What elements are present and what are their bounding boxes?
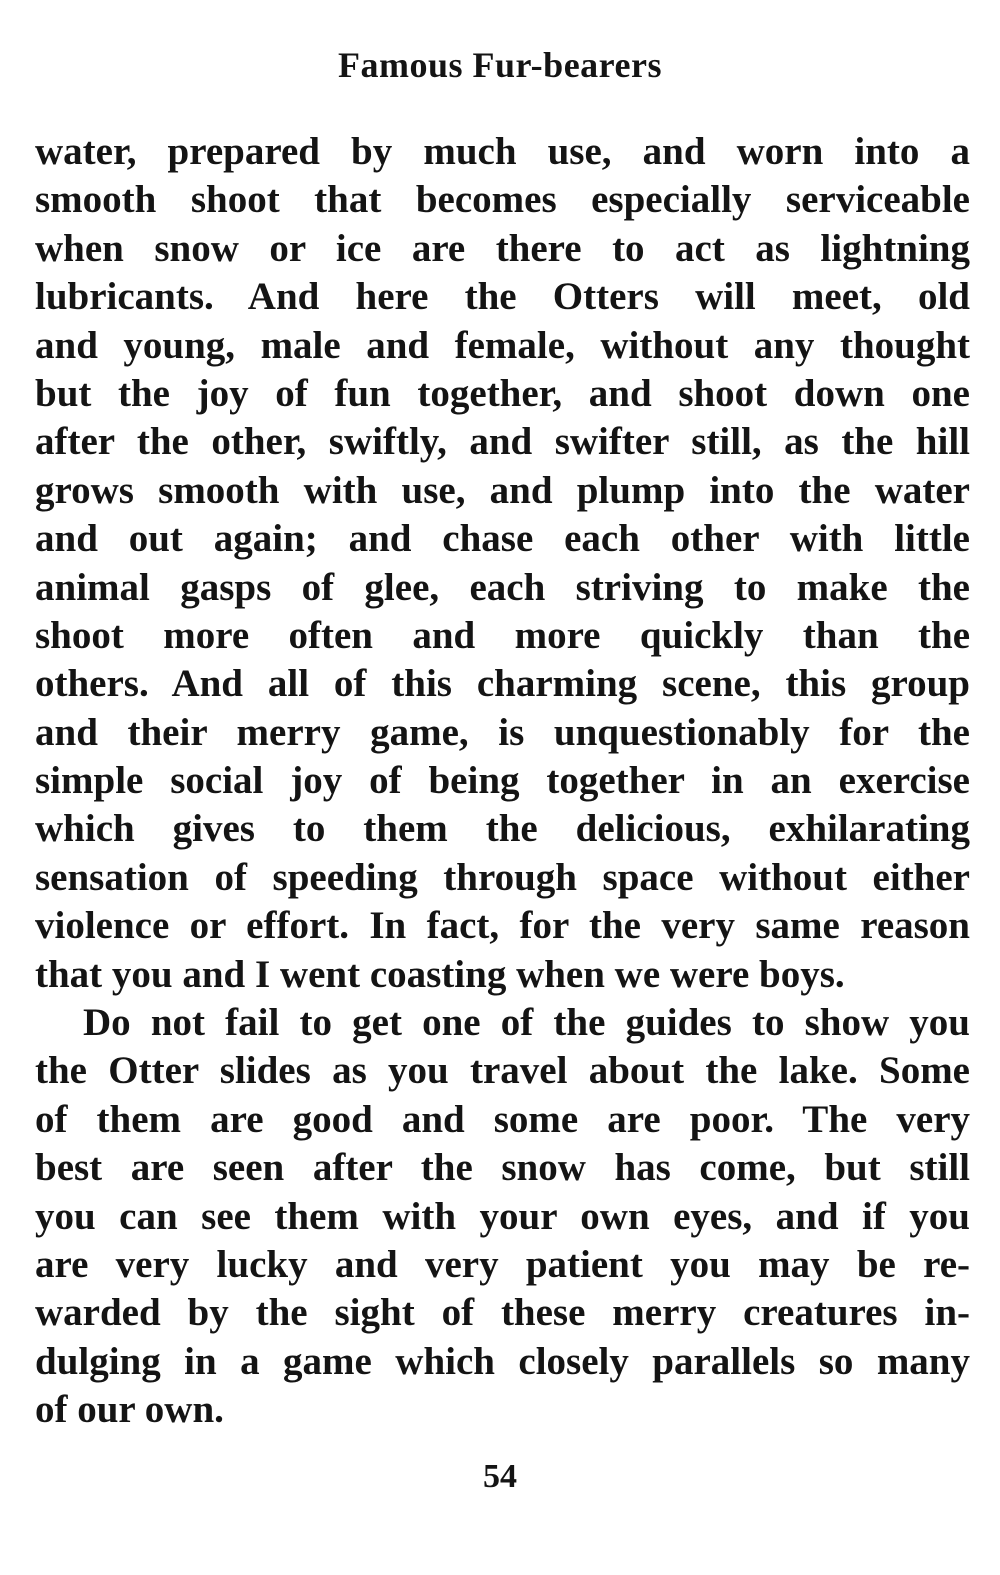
text-line: after the other, swiftly, and swifter still, as the hill: [35, 420, 970, 464]
text-line: lubricants. And here the Otters will meet, old: [35, 275, 970, 319]
text-line: and young, male and female, without any thought: [35, 323, 970, 367]
text-line: of our own.: [35, 1388, 224, 1432]
text-line: violence or effort. In fact, for the very same reason: [35, 904, 970, 948]
text-line: you can see them with your own eyes, and if you: [35, 1194, 970, 1238]
text-line: smooth shoot that becomes especially serviceable: [35, 178, 970, 222]
text-line: grows smooth with use, and plump into the water: [35, 468, 970, 512]
text-line: dulging in a game which closely parallels so many: [35, 1339, 970, 1383]
text-line: shoot more often and more quickly than the: [35, 613, 970, 657]
text-line: but the joy of fun together, and shoot down one: [35, 371, 970, 415]
text-line: warded by the sight of these merry creatures in-: [35, 1291, 970, 1335]
page-number: 54: [483, 1458, 517, 1495]
text-line: and their merry game, is unquestionably for the: [35, 710, 970, 754]
text-line: which gives to them the delicious, exhilarating: [35, 807, 970, 851]
body-text: [35, 128, 970, 1435]
text-line: Do not fail to get one of the guides to show you: [83, 1001, 970, 1045]
text-line: sensation of speeding through space without either: [35, 855, 970, 899]
text-line: of them are good and some are poor. The very: [35, 1097, 970, 1141]
text-line: that you and I went coasting when we were boys.: [35, 952, 845, 996]
text-line: are very lucky and very patient you may be re-: [35, 1242, 970, 1286]
text-line: others. And all of this charming scene, this group: [35, 662, 970, 706]
text-line: simple social joy of being together in an exercise: [35, 759, 970, 803]
text-line: when snow or ice are there to act as lightning: [35, 226, 970, 270]
text-line: and out again; and chase each other with little: [35, 517, 970, 561]
text-line: the Otter slides as you travel about the lake. Some: [35, 1049, 970, 1093]
running-head: Famous Fur-bearers: [338, 45, 662, 85]
text-line: best are seen after the snow has come, but still: [35, 1146, 970, 1190]
text-line: water, prepared by much use, and worn into a: [35, 130, 970, 173]
text-line: animal gasps of glee, each striving to make the: [35, 565, 970, 609]
